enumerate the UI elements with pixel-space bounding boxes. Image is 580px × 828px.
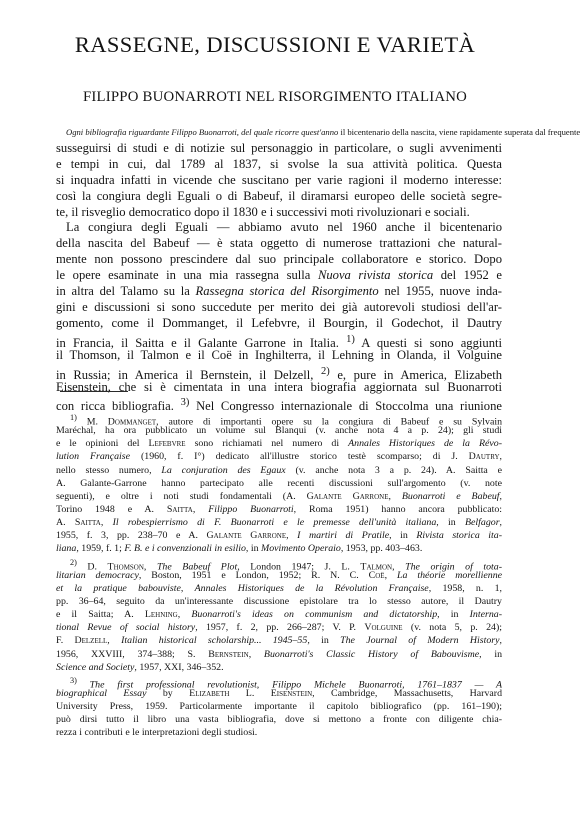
footnote-line: e le opinioni del Lefebvre sono richiamati nel numero di Annales Historiques de la Révo- <box>56 438 502 450</box>
footnote-line: rezza i contributi e le interpretazioni degli studiosi. <box>56 727 258 739</box>
body-line: gomento, come il Dommanget, il Lefebvre, il Bourgin, il Godechot, il Dautry <box>56 315 502 330</box>
footnote-line: 1956, XXVIII, 374–388; S. Bernstein, Buonarroti's Classic History of Babouvisme, in <box>56 648 503 660</box>
footnote-line: Torino 1948 e A. Saitta, Filippo Buonarroti, Roma 1951) hanno ancora pubblicato: <box>56 503 503 515</box>
footnote-line: A. Saitta, Il robespierrismo di F. Buonarroti e le premesse dell'unità italiana, in Belfagor, <box>56 517 503 529</box>
footnote-line: lution Française (1960, f. I°) dedicato all'illustre storico testè scomparso; di J. Dautry, <box>56 451 502 463</box>
footnote-line: University Press, 1959. Particolarmente importante il capitolo bibliografico (pp. 161–190); <box>56 701 502 713</box>
body-line: e tempi in cui, dal 1789 al 1837, si svolse la sua attività politica. Questa <box>56 156 502 171</box>
body-line: susseguirsi di studi e di notizie sul personaggio in particolare, o sugli avvenimenti <box>56 140 502 155</box>
footnote-line: Maréchal, ha ora pubblicato un volume sul Blanqui (v. anche nota 4 a p. 24); gli studi <box>56 425 502 437</box>
body-line: si inquadra infatti in vicende che suscitano per varie ragioni il moderno interesse: <box>56 172 502 187</box>
footnote-line: liana, 1959, f. 1; F. B. e i convenzionali in esilio, in Movimento Operaio, 1953, pp. 403–463. <box>56 543 423 555</box>
footnote-line: pp. 36–64, seguito da un'interessante discussione epistolare tra lo stesso autore, il Dautry <box>56 595 502 607</box>
body-line: della nascita del Babeuf — è stata oggetto di numerose trattazioni che natural- <box>56 236 502 251</box>
body-line: le opere esaminate in una mia rassegna sulla Nuova rivista storica del 1952 e <box>56 268 503 283</box>
footnote-line: $^{3)}$ The first professional revolutionist, Filippo Michele Buonarroti, 1761–1837 — A <box>70 675 502 691</box>
section-title: RASSEGNE, DISCUSSIONI E VARIETÀ <box>74 32 476 57</box>
body-line: in Francia, il Saitta e il Galante Garrone in Italia. $^{1)}$ A questi si sono aggiunti <box>56 333 502 350</box>
footnote-line: A. Galante-Garrone hanno partecipato alle recenti discussioni sull'argomento (v. note <box>56 477 502 489</box>
body-line: La congiura degli Eguali — abbiamo avuto nel 1960 anche il bicentenario <box>66 220 502 235</box>
footnote-separator <box>60 391 128 392</box>
footnote-line: et la pratique babouviste, Annales Historiques de la Révolution Française, 1958, n. 1, <box>56 582 503 594</box>
body-line: in altra del Talamo su la Rassegna storica del Risorgimento nel 1955, nuove inda- <box>56 284 502 299</box>
footnote-line: $^{1)}$ M. Dommanget, autore di importanti opere su la congiura di Babeuf e su Sylvain <box>70 413 503 428</box>
body-line: con ricca bibliografia. $^{3)}$ Nel Congresso internazionale di Stoccolma una riunione <box>56 397 502 414</box>
article-title: FILIPPO BUONARROTI NEL RISORGIMENTO ITALIANO <box>82 89 468 105</box>
footnote-line: tional Revue of social history, 1957, f. 2, pp. 266–287; V. P. Volguine (v. nota 5, p. 24); <box>56 622 502 634</box>
body-line: Eisenstein, che si è cimentata in una intera biografia aggiornata sul Buonarroti <box>56 379 502 394</box>
footnote-line: litarian democracy, Boston, 1951 e London, 1952; R. N. C. Coë, La théorie morellienne <box>56 569 503 581</box>
footnote-line: Science and Society, 1957, XXI, 346–352. <box>56 661 224 673</box>
body-line: mente non possono prescindere dal suo principale collaboratore e storico. Dopo <box>56 252 502 267</box>
footnote-line: biographical Essay by Elizabeth L. Eisenstein, Cambridge, Massachusetts, Harvard <box>56 687 503 699</box>
body-line: in Russia; in America il Bernstein, il Delzell, $^{2)}$ e, pure in America, Elizabeth <box>56 365 502 382</box>
body-line: Ogni bibliografia riguardante Filippo Buonarroti, del quale ricorre quest'anno il bicentenario della nascita, viene rapidamente superata dal frequente <box>66 127 580 137</box>
body-line: gini e discussioni si sono succedute per merito dei già autorevoli studiosi dell'ar- <box>56 299 502 314</box>
body-line: te, il risveglio democratico dopo il 1830 e i successivi moti rivoluzionari e sociali. <box>56 204 470 219</box>
footnote-line: nello stesso numero, La conjuration des Egaux (v. anche nota 3 a p. 24). A. Saitta e <box>56 464 502 476</box>
footnote-line: 1955, f. 3, pp. 238–70 e A. Galante Garrone, I martiri di Pratile, in Rivista storica ita- <box>56 530 503 542</box>
body-line: il Thomson, il Talmon e il Coë in Inghilterra, il Lehning in Olanda, il Volguine <box>56 347 502 362</box>
footnote-line: $^{2)}$ D. Thomson, The Babeuf Plot, London 1947; J. L. Talmon, The origin of tota- <box>70 557 503 572</box>
article-body <box>56 125 580 414</box>
footnote-line: seguenti), e oltre i noti studi fondamentali (A. Galante Garrone, Buonarroti e Babeuf, <box>56 490 502 502</box>
body-line: così la congiura degli Eguali o di Babeuf, il diramarsi europeo delle società segre- <box>56 188 502 203</box>
footnote-line: e il Saitta; A. Lehning, Buonarroti's ideas on communism and dictatorship, in Interna- <box>56 609 502 621</box>
footnote-line: F. Delzell, Italian historical scholarship... 1945–55, in The Journal of Modern History, <box>56 635 502 647</box>
footnotes <box>56 411 502 740</box>
footnote-line: può dirsi tutto il libro una vasta bibliografia, dove si mettono a fronte con diligente chia- <box>56 714 502 726</box>
